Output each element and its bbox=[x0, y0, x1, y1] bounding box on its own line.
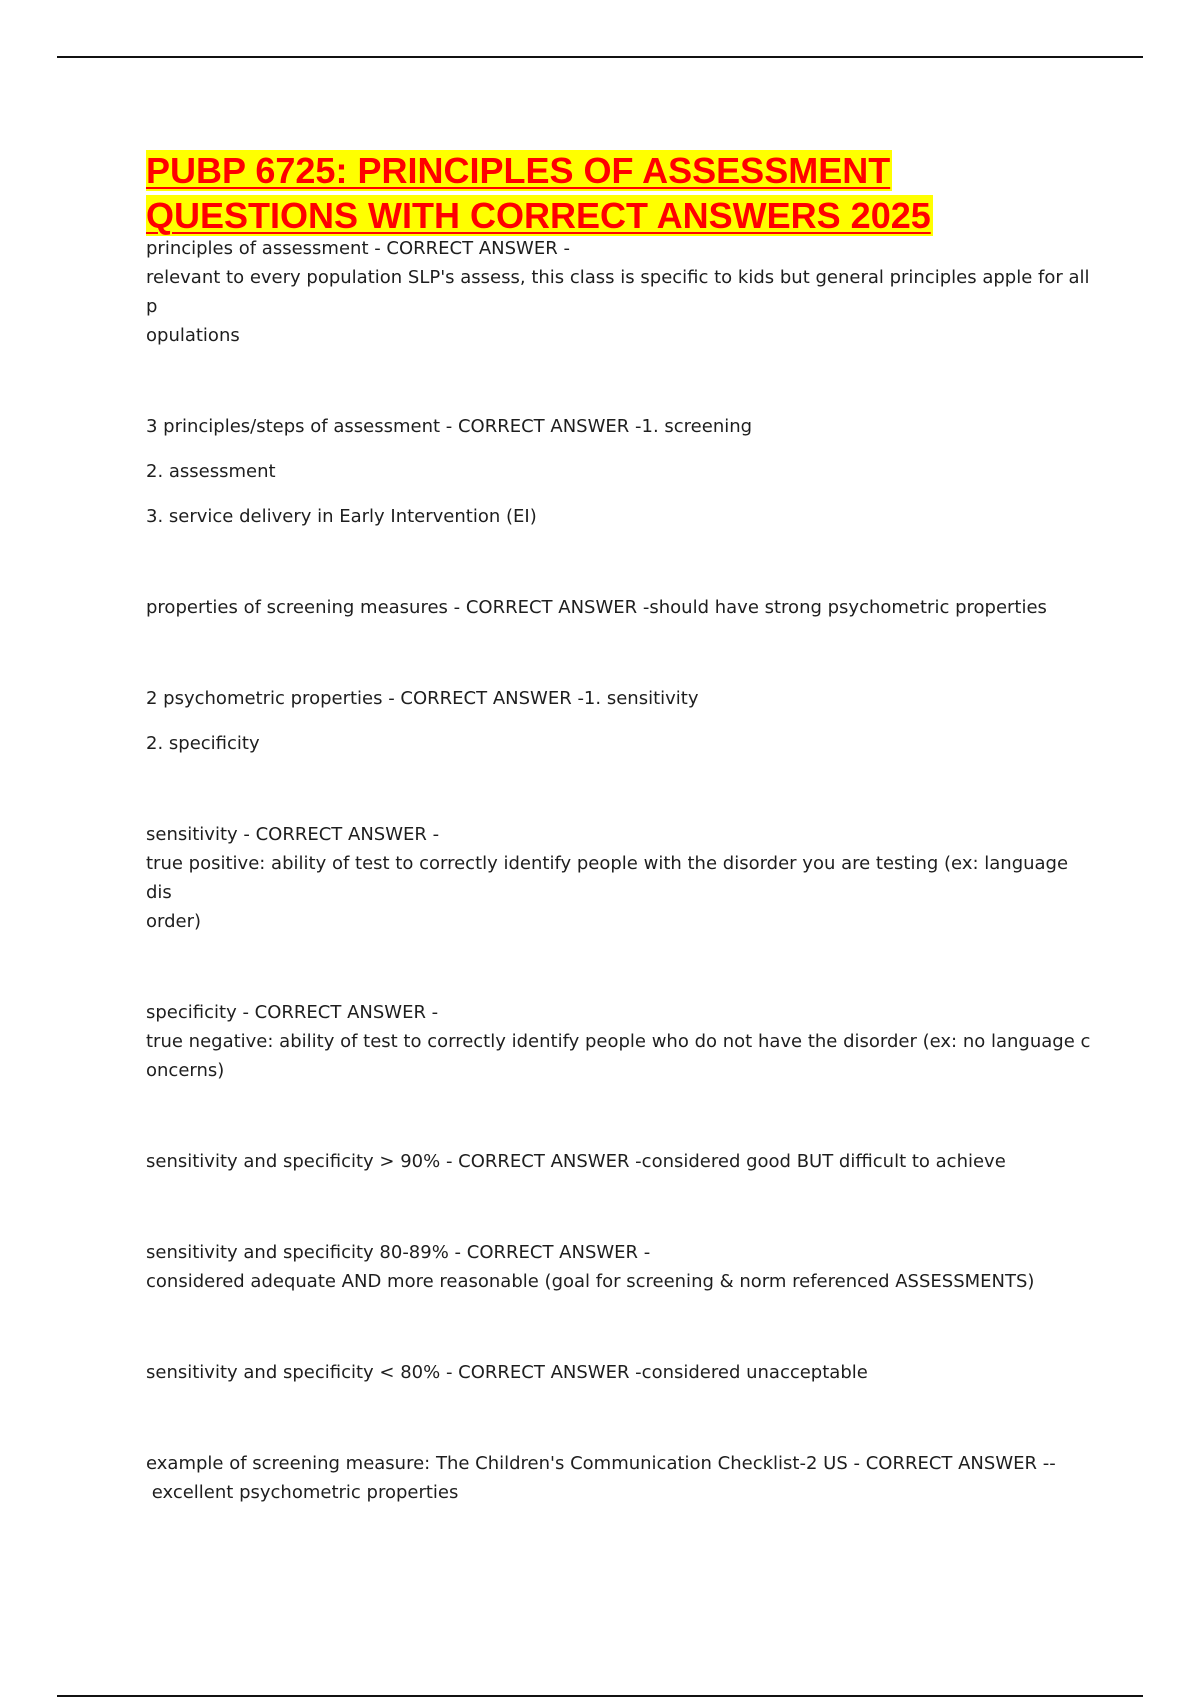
qa-item bbox=[146, 1147, 1096, 1176]
qa-question: example of screening measure: The Children's Communication Checklist-2 US - CORRECT ANSWER -- bbox=[146, 1453, 1056, 1474]
qa-answer: 2. assessment bbox=[146, 461, 276, 482]
qa-question: sensitivity - CORRECT ANSWER - bbox=[146, 824, 440, 845]
qa-item bbox=[146, 234, 1096, 350]
qa-item bbox=[146, 684, 1096, 758]
qa-answer: excellent psychometric properties bbox=[146, 1482, 459, 1503]
qa-answer: 3. service delivery in Early Intervention (EI) bbox=[146, 506, 537, 527]
qa-question: 3 principles/steps of assessment - CORRECT ANSWER -1. screening bbox=[146, 416, 753, 437]
qa-answer: 2. specificity bbox=[146, 733, 260, 754]
qa-list bbox=[146, 234, 1096, 1507]
qa-answer: order) bbox=[146, 911, 202, 932]
document-title bbox=[146, 148, 1096, 238]
title-line: QUESTIONS WITH CORRECT ANSWERS 2025 bbox=[146, 195, 931, 236]
qa-item bbox=[146, 412, 1096, 531]
qa-item bbox=[146, 998, 1096, 1085]
qa-question: 2 psychometric properties - CORRECT ANSWER -1. sensitivity bbox=[146, 688, 699, 709]
qa-answer: relevant to every population SLP's assess, this class is specific to kids but general principles apple for all p bbox=[146, 267, 1096, 317]
qa-item bbox=[146, 593, 1096, 622]
qa-question: sensitivity and specificity 80-89% - CORRECT ANSWER - bbox=[146, 1242, 651, 1263]
qa-question: properties of screening measures - CORRECT ANSWER -should have strong psychometric properties bbox=[146, 597, 1047, 618]
title-line: PUBP 6725: PRINCIPLES OF ASSESSMENT bbox=[146, 150, 891, 191]
qa-question: sensitivity and specificity < 80% - CORRECT ANSWER -considered unacceptable bbox=[146, 1362, 868, 1383]
bottom-rule bbox=[57, 1695, 1143, 1697]
qa-answer: oncerns) bbox=[146, 1060, 225, 1081]
qa-answer: considered adequate AND more reasonable (goal for screening & norm referenced ASSESSMENTS) bbox=[146, 1271, 1035, 1292]
top-rule bbox=[57, 56, 1143, 58]
qa-answer: true negative: ability of test to correctly identify people who do not have the disorder (ex: no language c bbox=[146, 1031, 1091, 1052]
qa-answer: opulations bbox=[146, 325, 240, 346]
qa-answer: true positive: ability of test to correctly identify people with the disorder you are testing (ex: language dis bbox=[146, 853, 1074, 903]
qa-item bbox=[146, 820, 1096, 936]
qa-item bbox=[146, 1449, 1096, 1507]
qa-item bbox=[146, 1358, 1096, 1387]
qa-question: sensitivity and specificity > 90% - CORRECT ANSWER -considered good BUT difficult to achieve bbox=[146, 1151, 1006, 1172]
qa-item bbox=[146, 1238, 1096, 1296]
qa-question: principles of assessment - CORRECT ANSWER - bbox=[146, 238, 570, 259]
qa-question: specificity - CORRECT ANSWER - bbox=[146, 1002, 439, 1023]
document-body bbox=[146, 148, 1096, 1507]
